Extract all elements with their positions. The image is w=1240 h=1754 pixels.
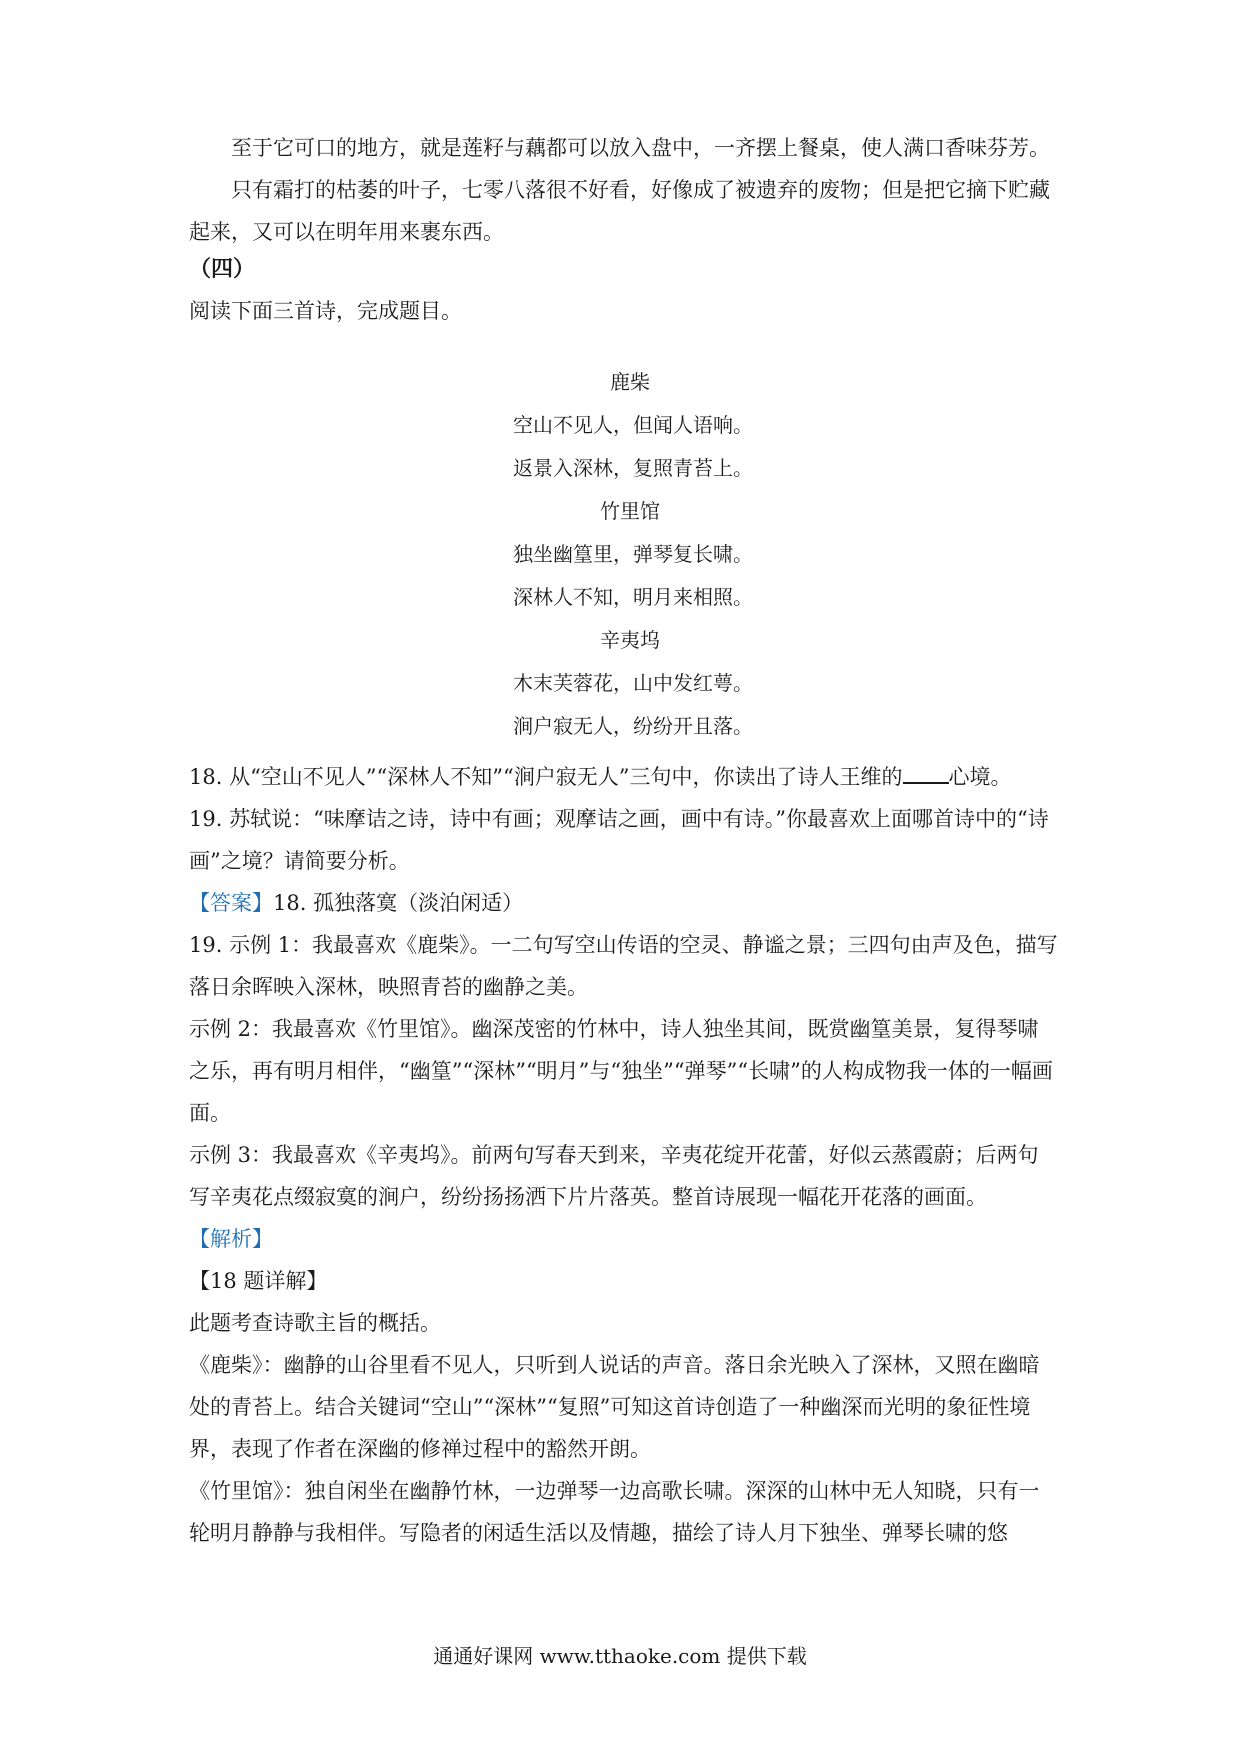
poem-title: 辛夷坞 (600, 628, 660, 652)
paragraph-withered-leaves: 只有霜打的枯萎的叶子，七零八落很不好看，好像成了被遗弃的废物；但是把它摘下贮藏起来，又可以在明年用来裹东西。 (189, 178, 1050, 244)
footer-source: 通通好课网 www.tthaoke.com 提供下载 (433, 1644, 807, 1668)
answer-example-1: 19. 示例 1：我最喜欢《鹿柴》。一二句写空山传语的空灵、静谧之景；三四句由声及色，描写落日余晖映入深林，映照青苔的幽静之美。 (189, 933, 1058, 999)
answer-18-text: 18. 孤独落寞（淡泊闲适） (273, 891, 524, 915)
question-18 (189, 756, 1059, 798)
paragraph-lotus-seeds: 至于它可口的地方，就是莲籽与藕都可以放入盘中，一齐摆上餐桌，使人满口香味芬芳。 (231, 136, 1050, 160)
answer-example-3: 示例 3：我最喜欢《辛夷坞》。前两句写春天到来，辛夷花绽开花蕾，好似云蒸霞蔚；后两句写辛夷花点缀寂寞的涧户，纷纷扬扬洒下片片落英。整首诗展现一幅花开花落的画面。 (189, 1143, 1039, 1209)
analysis-intro: 此题考查诗歌主旨的概括。 (189, 1311, 441, 1335)
poem-line: 木末芙蓉花，山中发红萼。 (513, 671, 753, 695)
analysis-subheading: 【18 题详解】 (189, 1269, 328, 1293)
answer-18 (189, 882, 1059, 924)
top-paragraphs (189, 127, 1059, 253)
section-header (189, 248, 1059, 332)
question-18-tail: 心境。 (948, 765, 1012, 789)
poems-block (430, 361, 850, 748)
poem-line: 空山不见人，但闻人语响。 (513, 413, 753, 437)
analysis-zhu-li-guan: 《竹里馆》：独自闲坐在幽静竹林，一边弹琴一边高歌长啸。深深的山林中无人知晓，只有一轮明月静静与我相伴。写隐者的闲适生活以及情趣，描绘了诗人月下独坐、弹琴长啸的悠 (189, 1479, 1040, 1545)
answer-example-2: 示例 2：我最喜欢《竹里馆》。幽深茂密的竹林中，诗人独坐其间，既赏幽篁美景，复得琴啸之乐，再有明月相伴，“幽篁”“深林”“明月”与“独坐”“弹琴”“长啸”的人构成物我一体的一幅画面。 (189, 1017, 1053, 1125)
section-instruction: 阅读下面三首诗，完成题目。 (189, 299, 462, 323)
poem-line: 深林人不知，明月来相照。 (513, 585, 753, 609)
analysis-tag: 【解析】 (189, 1227, 273, 1251)
section-title: （四） (189, 256, 256, 282)
answer-tag: 【答案】 (189, 891, 273, 915)
poem-line: 返景入深林，复照青苔上。 (513, 456, 753, 480)
poem-title: 鹿柴 (610, 370, 650, 394)
poem-line: 独坐幽篁里，弹琴复长啸。 (513, 542, 753, 566)
question-18-text: 18. 从“空山不见人”“深林人不知”“涧户寂无人”三句中，你读出了诗人王维的 (189, 765, 903, 789)
questions-and-answers (189, 756, 1059, 1554)
question-19: 19. 苏轼说：“味摩诘之诗，诗中有画；观摩诘之画，画中有诗。”你最喜欢上面哪首诗中的“诗画”之境？请简要分析。 (189, 807, 1049, 873)
poem-title: 竹里馆 (600, 499, 660, 523)
answer-blank (903, 760, 949, 784)
poem-line: 涧户寂无人，纷纷开且落。 (513, 714, 753, 738)
analysis-lu-chai: 《鹿柴》：幽静的山谷里看不见人，只听到人说话的声音。落日余光映入了深林，又照在幽暗处的青苔上。结合关键词“空山”“深林”“复照”可知这首诗创造了一种幽深而光明的象征性境界，表现了作者在深幽的修禅过程中的豁然开朗。 (189, 1353, 1040, 1461)
